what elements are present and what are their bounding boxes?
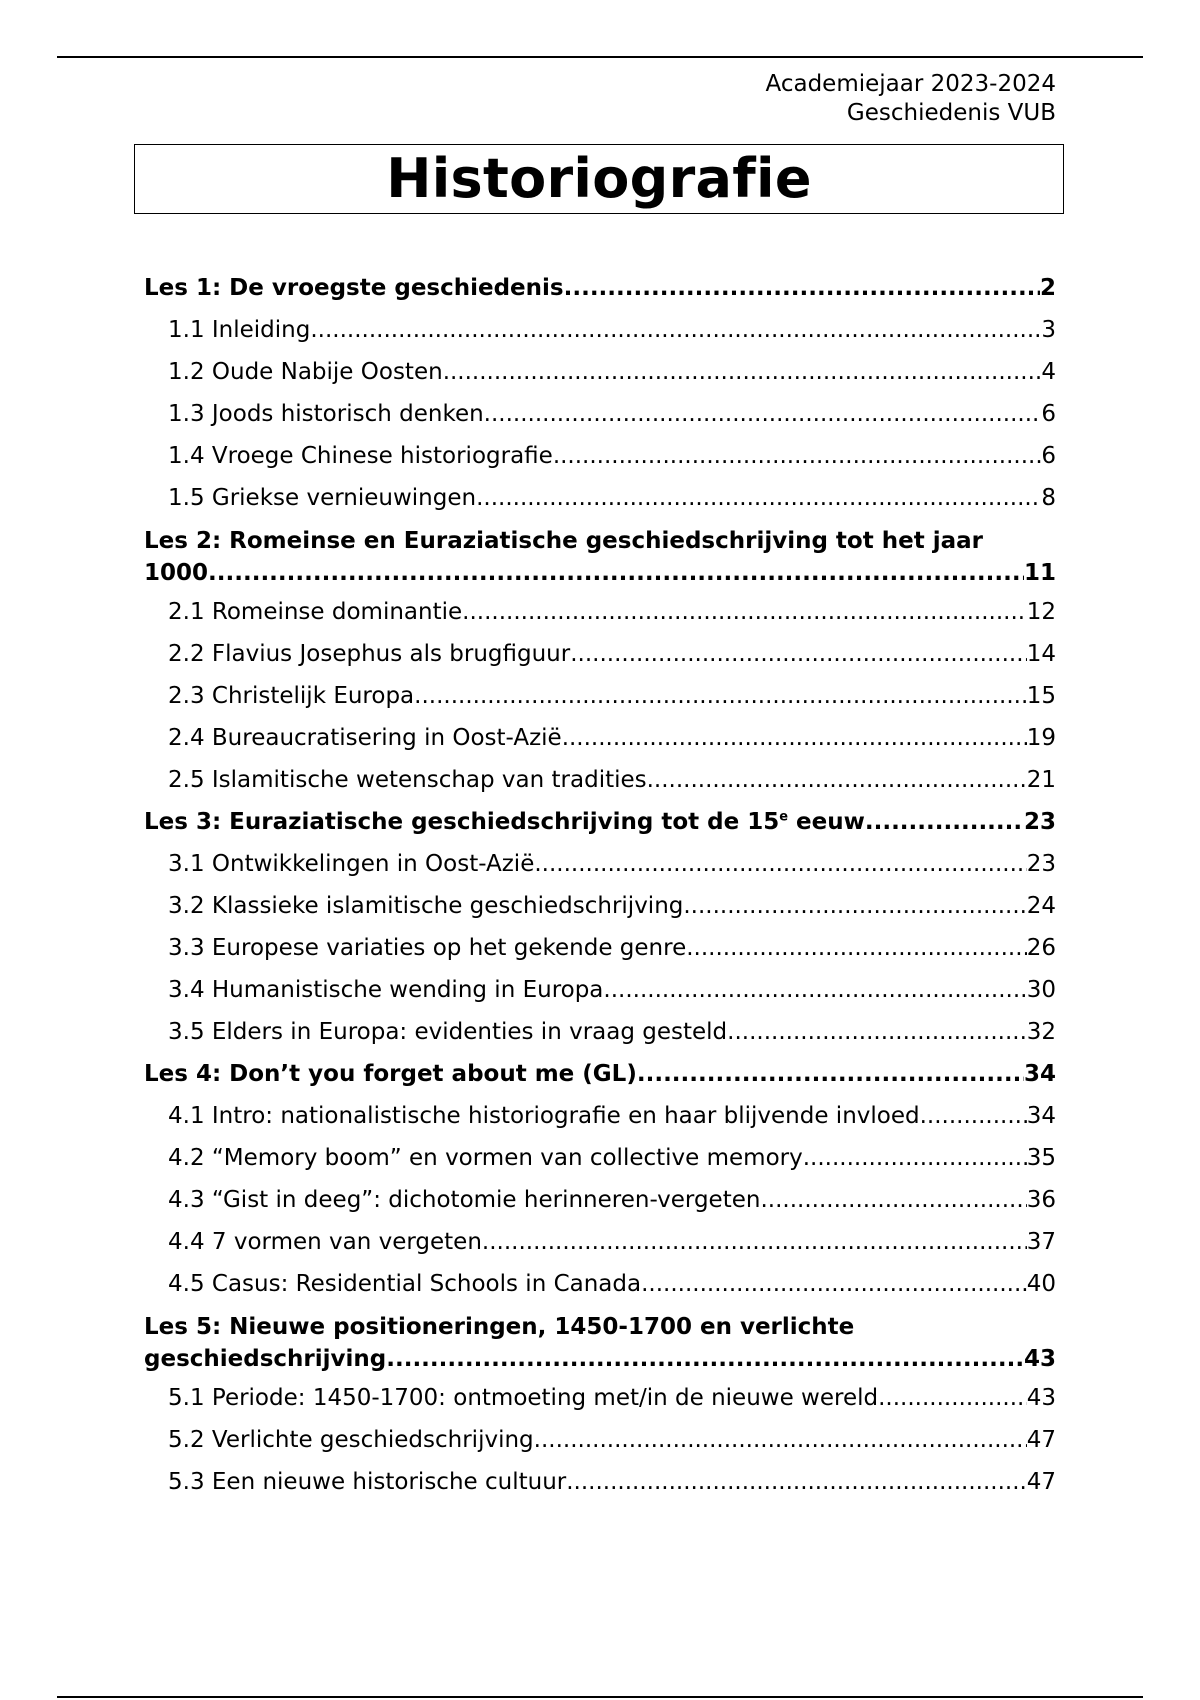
toc-title: 4.2 “Memory boom” en vormen van collective memory <box>168 1145 803 1171</box>
toc-leader <box>534 1419 1027 1461</box>
toc-section-2-4[interactable] <box>144 717 1056 759</box>
toc-title <box>144 801 865 843</box>
toc-section-4-3[interactable] <box>144 1179 1056 1221</box>
toc-title: 4.3 “Gist in deeg”: dichotomie herinneren-vergeten <box>168 1187 761 1213</box>
toc-page: 23 <box>1023 809 1056 835</box>
toc-page: 15 <box>1026 683 1056 709</box>
toc-title: 3.5 Elders in Europa: evidenties in vraag gesteld <box>168 1019 728 1045</box>
toc-title-line2: 1000 <box>144 560 209 586</box>
toc-page: 30 <box>1026 977 1056 1003</box>
toc-title: 1.5 Griekse vernieuwingen <box>168 485 477 511</box>
toc-title-line1: Les 5: Nieuwe positioneringen, 1450-1700 en verlichte <box>144 1314 855 1340</box>
toc-leader <box>208 557 1024 589</box>
toc-page: 19 <box>1026 725 1056 751</box>
toc-leader <box>727 1011 1027 1053</box>
toc-title: 2.4 Bureaucratisering in Oost-Azië <box>168 725 562 751</box>
toc-title: 2.3 Christelijk Europa <box>168 683 415 709</box>
toc-title: Les 4: Don’t you forget about me (GL) <box>144 1061 637 1087</box>
toc-title: 2.5 Islamitische wetenschap van tradities <box>168 767 647 793</box>
toc-section-3-5[interactable] <box>144 1011 1056 1053</box>
toc-section-2-1[interactable] <box>144 591 1056 633</box>
toc-title: 3.2 Klassieke islamitische geschiedschrijving <box>168 893 684 919</box>
toc-lesson-1[interactable] <box>144 267 1056 309</box>
toc-leader <box>637 1053 1024 1095</box>
toc-title: 1.3 Joods historisch denken <box>168 401 484 427</box>
toc-leader <box>414 675 1027 717</box>
toc-lesson-4[interactable] <box>144 1053 1056 1095</box>
toc-leader <box>760 1179 1026 1221</box>
toc-title: 1.1 Inleiding <box>168 317 311 343</box>
toc-page: 47 <box>1026 1469 1056 1495</box>
toc-section-5-1[interactable] <box>144 1377 1056 1419</box>
toc-leader <box>310 309 1041 351</box>
toc-page: 34 <box>1026 1103 1056 1129</box>
toc-page: 32 <box>1026 1019 1056 1045</box>
page-header <box>766 70 1056 128</box>
toc-leader <box>564 267 1040 309</box>
toc-title: 2.2 Flavius Josephus als brugfiguur <box>168 641 571 667</box>
toc-lesson-2[interactable] <box>144 519 1056 591</box>
toc-section-1-4[interactable] <box>144 435 1056 477</box>
department: Geschiedenis VUB <box>846 100 1056 126</box>
toc-leader <box>920 1095 1027 1137</box>
toc-section-3-3[interactable] <box>144 927 1056 969</box>
toc-page: 2 <box>1039 275 1056 301</box>
toc-title: 4.5 Casus: Residential Schools in Canada <box>168 1271 642 1297</box>
toc-section-1-3[interactable] <box>144 393 1056 435</box>
toc-leader <box>570 633 1026 675</box>
toc-lesson-5[interactable] <box>144 1305 1056 1377</box>
toc-title-post: eeuw <box>788 809 865 835</box>
toc-title: 3.1 Ontwikkelingen in Oost-Azië <box>168 851 535 877</box>
toc-section-4-2[interactable] <box>144 1137 1056 1179</box>
toc-leader <box>386 1343 1024 1375</box>
toc-page: 47 <box>1026 1427 1056 1453</box>
toc-leader <box>443 351 1042 393</box>
document-title: Historiografie <box>386 147 812 210</box>
toc-title: 5.3 Een nieuwe historische cultuur <box>168 1469 567 1495</box>
toc-section-2-2[interactable] <box>144 633 1056 675</box>
toc-page: 34 <box>1023 1061 1056 1087</box>
toc-title: 3.4 Humanistische wending in Europa <box>168 977 604 1003</box>
toc-page: 21 <box>1026 767 1056 793</box>
toc-page: 43 <box>1023 1346 1056 1372</box>
toc-leader <box>482 1221 1027 1263</box>
toc-title: 4.1 Intro: nationalistische historiografie en haar blijvende invloed <box>168 1103 920 1129</box>
toc-leader <box>566 1461 1026 1503</box>
toc-page: 23 <box>1026 851 1056 877</box>
toc-leader <box>686 927 1027 969</box>
toc-section-2-5[interactable] <box>144 759 1056 801</box>
toc-page: 6 <box>1041 401 1056 427</box>
toc-section-5-3[interactable] <box>144 1461 1056 1503</box>
bottom-rule <box>57 1696 1143 1698</box>
toc-title: Les 1: De vroegste geschiedenis <box>144 275 564 301</box>
toc-section-1-5[interactable] <box>144 477 1056 519</box>
academic-year: Academiejaar 2023-2024 <box>765 71 1056 97</box>
toc-title-pre: Les 3: Euraziatische geschiedschrijving tot de 15 <box>144 809 780 835</box>
toc-page: 43 <box>1026 1385 1056 1411</box>
toc-section-3-1[interactable] <box>144 843 1056 885</box>
toc-title: 5.2 Verlichte geschiedschrijving <box>168 1427 534 1453</box>
toc-page: 4 <box>1041 359 1056 385</box>
toc-leader <box>647 759 1027 801</box>
top-rule <box>57 56 1143 58</box>
toc-page: 26 <box>1026 935 1056 961</box>
toc-section-3-4[interactable] <box>144 969 1056 1011</box>
toc-section-3-2[interactable] <box>144 885 1056 927</box>
toc-title: 1.2 Oude Nabije Oosten <box>168 359 443 385</box>
toc-lesson-3[interactable] <box>144 801 1056 843</box>
toc-page: 8 <box>1041 485 1056 511</box>
toc-section-2-3[interactable] <box>144 675 1056 717</box>
toc-page: 3 <box>1041 317 1056 343</box>
toc-section-1-1[interactable] <box>144 309 1056 351</box>
toc-leader <box>553 435 1042 477</box>
toc-section-4-1[interactable] <box>144 1095 1056 1137</box>
toc-title-line1: Les 2: Romeinse en Euraziatische geschiedschrijving tot het jaar <box>144 528 983 554</box>
toc-leader <box>878 1377 1027 1419</box>
toc-page: 11 <box>1023 560 1056 586</box>
toc-leader <box>683 885 1026 927</box>
title-box <box>134 144 1064 214</box>
toc-page: 6 <box>1041 443 1056 469</box>
toc-section-5-2[interactable] <box>144 1419 1056 1461</box>
toc-page: 14 <box>1026 641 1056 667</box>
table-of-contents <box>144 267 1056 1503</box>
toc-leader <box>865 801 1024 843</box>
toc-title-line2: geschiedschrijving <box>144 1346 387 1372</box>
toc-page: 36 <box>1026 1187 1056 1213</box>
toc-page: 35 <box>1026 1145 1056 1171</box>
toc-section-4-5[interactable] <box>144 1263 1056 1305</box>
toc-leader <box>462 591 1027 633</box>
toc-title: 1.4 Vroege Chinese historiografie <box>168 443 553 469</box>
toc-page: 12 <box>1026 599 1056 625</box>
toc-title: 5.1 Periode: 1450-1700: ontmoeting met/in de nieuwe wereld <box>168 1385 879 1411</box>
toc-title: 2.1 Romeinse dominantie <box>168 599 463 625</box>
toc-leader <box>562 717 1027 759</box>
toc-page: 37 <box>1026 1229 1056 1255</box>
toc-page: 24 <box>1026 893 1056 919</box>
toc-title: 3.3 Europese variaties op het gekende genre <box>168 935 687 961</box>
toc-section-1-2[interactable] <box>144 351 1056 393</box>
toc-leader <box>534 843 1026 885</box>
toc-section-4-4[interactable] <box>144 1221 1056 1263</box>
toc-title-sup: e <box>779 809 789 825</box>
toc-title: 4.4 7 vormen van vergeten <box>168 1229 482 1255</box>
toc-leader <box>641 1263 1027 1305</box>
toc-leader <box>803 1137 1027 1179</box>
toc-leader <box>603 969 1026 1011</box>
toc-leader <box>476 477 1041 519</box>
toc-leader <box>484 393 1042 435</box>
toc-page: 40 <box>1026 1271 1056 1297</box>
